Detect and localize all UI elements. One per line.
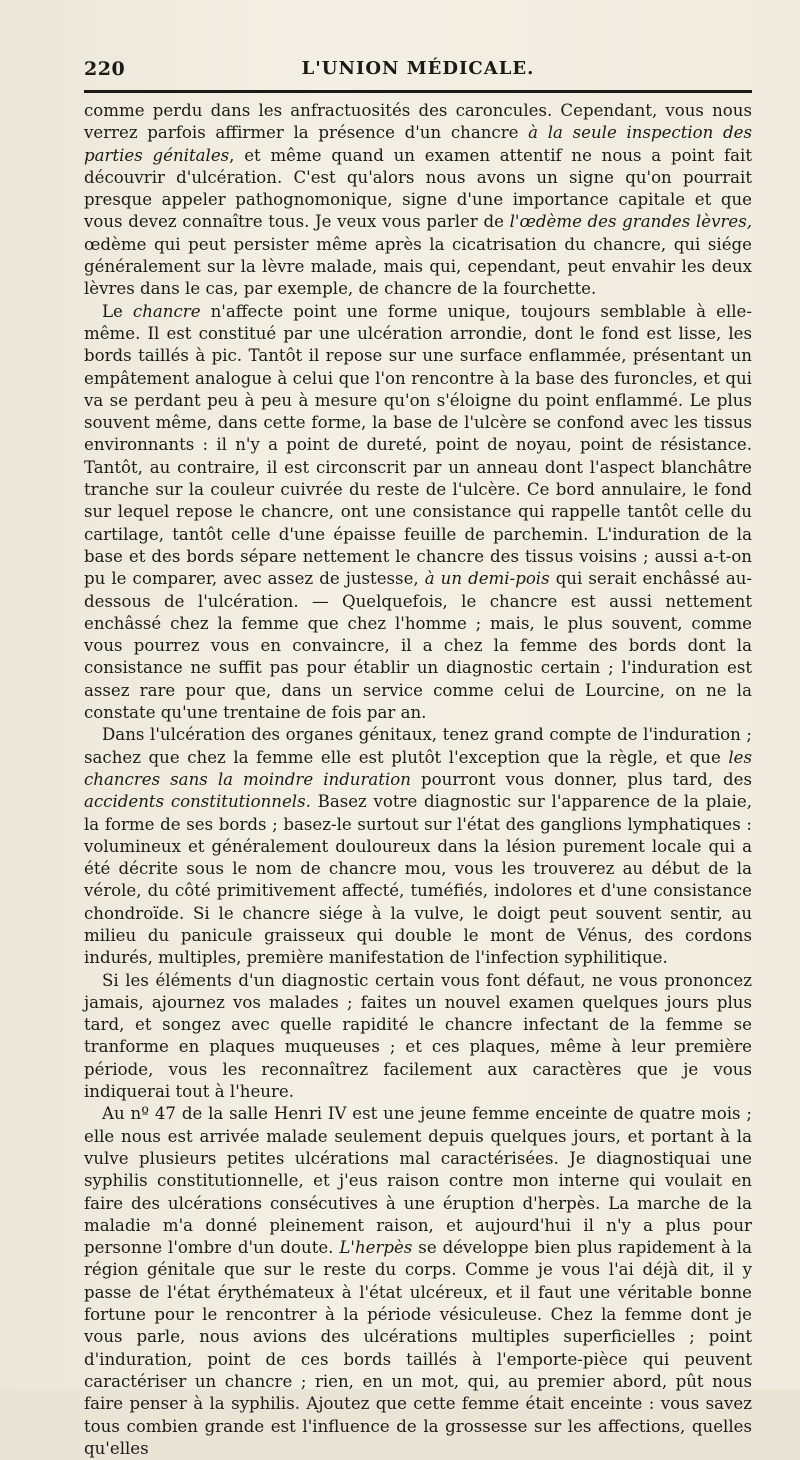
text-run: œdème qui peut persister même après la cicatrisation du chancre, qui siége généralement sur la lèvre malade, mais qui, cependant, peut envahir les deux lèvres dans le cas, par exemple, de chancre de la fourchette. [84, 234, 752, 299]
italic-run: L'herpès [339, 1238, 413, 1258]
text-run: se développe bien plus rapidement à la région génitale que sur le reste du corps. Comme je vous l'ai déjà dit, il y passe de l'état érythémateux à l'état ulcéreux, et il faut une véritable bonne fortune pour le rencontrer à la période vésiculeuse. Chez la femme dont je vous parle, nous avions des ulcérations multiples superficielles ; point d'induration, point de ces bords taillés à l'emporte-pièce qui peuvent caractériser un chancre ; rien, en un mot, qui, au premier abord, pût nous faire penser à la syphilis. Ajoutez que cette femme était enceinte : vous savez tous combien grande est l'influence de la grossesse sur les affections, quelles qu'elles [84, 1238, 752, 1458]
text-run: Dans l'ulcération des organes génitaux, tenez grand compte de l'induration ; sachez que chez la femme elle est plutôt l'exception que la règle, et que [84, 725, 752, 767]
text-run: n'affecte point une forme unique, toujours semblable à elle-même. Il est constitué par une ulcération arrondie, dont le fond est lisse, les bords taillés à pic. Tantôt il repose sur une surface enflammée, présentant un empâtement analogue à celui que l'on rencontre à la base des furoncles, et qui va se perdant peu à peu à mesure qu'on s'éloigne du point enflammé. Le plus souvent même, dans cette forme, la base de l'ulcère se confond avec les tissus environnants : il n'y a point de dureté, point de noyau, point de résistance. Tantôt, au contraire, il est circonscrit par un anneau dont l'aspect blanchâtre tranche sur la couleur cuivrée du reste de l'ulcère. Ce bord annulaire, le fond sur lequel repose le chancre, ont une consistance qui rappelle tantôt celle du cartilage, tantôt celle d'une épaisse feuille de parchemin. L'induration de la base et des bords sépare nettement le chancre des tissus voisins ; aussi a-t-on pu le comparer, avec assez de justesse, [84, 301, 752, 589]
text-run: comme perdu dans les anfractuosités des caroncules. Cependant, vous nous verrez parfois affirmer la présence d'un chancre [84, 101, 752, 143]
italic-run: l'œdème des grandes lèvres, [509, 212, 752, 232]
paragraph-4 [84, 970, 752, 1104]
page-header [84, 58, 752, 84]
article-body [84, 100, 752, 1460]
text-run: Basez votre diagnostic sur l'apparence de la plaie, la forme de ses bords ; basez-le surtout sur l'état des ganglions lymphatiques : volumineux et généralement douloureux dans la lésion purement locale qui a été décrite sous le nom de chancre mou, vous les trouverez au début de la vérole, du côté primitivement affecté, tuméfiés, indolores et d'une consistance chondroïde. Si le chancre siége à la vulve, le doigt peut souvent sentir, au milieu du panicule graisseux qui double le mont de Vénus, des cordons indurés, multiples, première manifestation de l'infection syphilitique. [84, 792, 752, 968]
italic-run: à un demi-pois [424, 569, 550, 589]
italic-run: à la seule inspection des parties génitales [84, 123, 752, 165]
italic-run: les chancres sans la moindre induration [84, 747, 752, 789]
paragraph-5 [84, 1103, 752, 1460]
text-run: Le [102, 301, 133, 321]
paragraph-1 [84, 100, 752, 301]
text-run: qui serait enchâssé au-dessous de l'ulcération. — Quelquefois, le chancre est aussi nettement enchâssé chez la femme que chez l'homme ; mais, le plus souvent, comme vous pourrez vous en convaincre, il a chez la femme des bords dont la consistance ne suffit pas pour établir un diagnostic certain ; l'induration est assez rare pour que, dans un service comme celui de Lourcine, on ne la constate qu'une trentaine de fois par an. [84, 569, 753, 723]
header-rule [84, 90, 752, 93]
text-run: pourront vous donner, plus tard, des [410, 769, 752, 789]
italic-run: chancre [132, 301, 201, 321]
paragraph-3 [84, 724, 752, 969]
italic-run: accidents constitutionnels. [84, 792, 311, 812]
text-run: Au nº 47 de la salle Henri IV est une jeune femme enceinte de quatre mois ; elle nous est arrivée malade seulement depuis quelques jours, et portant à la vulve plusieurs petites ulcérations mal caractérisées. Je diagnostiquai une syphilis constitutionnelle, et j'eus raison contre mon interne qui voulait en faire des ulcérations consécutives à une éruption d'herpès. La marche de la maladie m'a donné pleinement raison, et aujourd'hui il n'y a plus pour personne l'ombre d'un doute. [84, 1104, 752, 1258]
text-run: Si les éléments d'un diagnostic certain vous font défaut, ne vous prononcez jamais, ajournez vos malades ; faites un nouvel examen quelques jours plus tard, et songez avec quelle rapidité le chancre infectant de la femme se tranforme en plaques muqueuses ; et ces plaques, même à leur première période, vous les reconnaîtrez facilement aux caractères que je vous indiquerai tout à l'heure. [84, 970, 752, 1102]
text-run: , et même quand un examen attentif ne nous a point fait découvrir d'ulcération. C'est qu'alors nous avons un signe qu'on pourrait presque appeler pathognomonique, signe d'une importance capitale et que vous devez connaître tous. Je veux vous parler de [84, 145, 752, 232]
paragraph-2 [84, 301, 752, 725]
running-title: L'UNION MÉDICALE. [301, 58, 535, 79]
page-number: 220 [84, 58, 126, 80]
